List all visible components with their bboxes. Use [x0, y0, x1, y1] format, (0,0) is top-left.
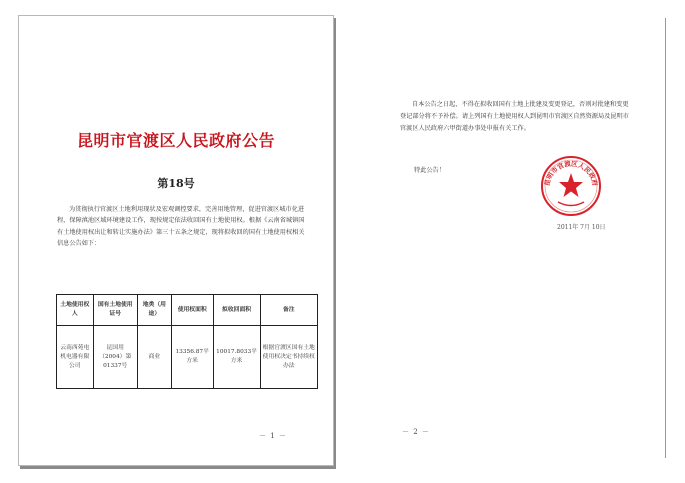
document-page-2 — [352, 15, 666, 464]
column-header: 使用权面积 — [171, 295, 213, 326]
document-number: 第18号 — [157, 177, 195, 190]
svg-text:昆明市官渡区人民政府: 昆明市官渡区人民政府 — [542, 159, 600, 187]
announcement-body: 为贯彻执行官渡区土地利用现状及宏观调控要求，完善用地管理，促进官渡区城市化进程，保障滇池区域环境建设工作，现按规定依法收回国有土地使用权。根据《云南省城镇国有土地使用权出让和转让实施办法》第三十五条之规定，现将拟收回的国有土地使用权相关信息公告如下： — [57, 206, 305, 247]
column-header: 拟收回面积 — [213, 295, 260, 326]
table-cell: 云南西苑电机电器有限公司 — [57, 326, 94, 389]
official-seal-icon — [540, 155, 602, 217]
land-use-table — [56, 294, 318, 389]
announcement-date: 2011年 7月 10日 — [557, 224, 606, 231]
table-cell: 根据官渡区国有土地使用权决定书持续权办法 — [260, 326, 317, 389]
table-cell: 13356.87平方米 — [171, 326, 213, 389]
page-number: － 2 － — [402, 428, 430, 436]
table-cell: 10017.8033平方米 — [213, 326, 260, 389]
table-cell: 昆国用（2004）第01337号 — [93, 326, 137, 389]
table-row — [57, 326, 318, 389]
announcement-body-continued: 自本公告之日起，不得在拟收回国有土地上批建及变更登记，否则对批建和变更登记部分将不予补偿。请上列国有土地使用权人到昆明市官渡区自然资源局及昆明市官渡区人民政府六甲街道办事处申报有关工作。 — [400, 101, 629, 132]
column-header: 备注 — [260, 295, 317, 326]
table-cell: 商业 — [137, 326, 171, 389]
page-number: － 1 － — [259, 432, 287, 440]
page-divider — [665, 18, 666, 458]
column-header: 地类（用途） — [137, 295, 171, 326]
column-header: 土地使用权人 — [57, 295, 94, 326]
table-header-row — [57, 295, 318, 326]
document-page-1 — [18, 15, 334, 466]
column-header: 国有土地使用证号 — [93, 295, 137, 326]
announcement-title: 昆明市官渡区人民政府公告 — [76, 131, 275, 150]
closing-text: 特此公告！ — [414, 167, 445, 174]
